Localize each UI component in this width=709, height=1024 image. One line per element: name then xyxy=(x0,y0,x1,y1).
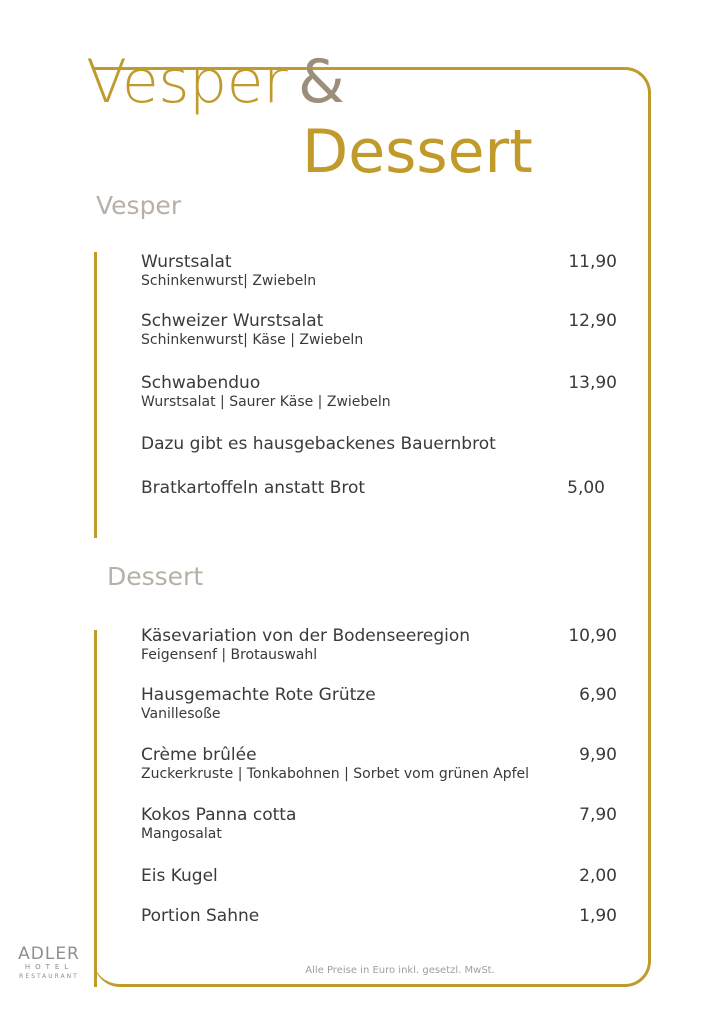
menu-item xyxy=(141,866,617,886)
item-name: Schweizer Wurstsalat xyxy=(141,311,324,331)
price-footnote: Alle Preise in Euro inkl. gesetzl. MwSt. xyxy=(305,965,495,976)
item-price: 9,90 xyxy=(579,745,617,765)
section-title-dessert: Dessert xyxy=(107,562,204,591)
item-price: 7,90 xyxy=(579,805,617,825)
item-desc: Feigensenf | Brotauswahl xyxy=(141,647,318,663)
title-vesper: Vesper xyxy=(86,47,288,117)
item-price: 13,90 xyxy=(568,373,617,393)
menu-item xyxy=(141,373,617,411)
menu-item xyxy=(141,906,617,926)
dessert-section-bar xyxy=(94,630,97,987)
item-desc: Vanillesoße xyxy=(141,706,221,722)
item-name: Schwabenduo xyxy=(141,373,261,393)
item-desc: Schinkenwurst| Käse | Zwiebeln xyxy=(141,332,364,348)
logo-sub-text: HOTEL xyxy=(24,963,74,971)
item-name: Crème brûlée xyxy=(141,745,257,765)
item-name: Eis Kugel xyxy=(141,866,218,886)
item-price: 5,00 xyxy=(567,478,605,498)
item-name: Kokos Panna cotta xyxy=(141,805,297,825)
menu-item xyxy=(141,252,617,290)
title-dessert: Dessert xyxy=(302,117,533,187)
item-price: 1,90 xyxy=(579,906,617,926)
menu-item xyxy=(141,685,617,723)
item-price: 2,00 xyxy=(579,866,617,886)
menu-item xyxy=(141,626,617,664)
item-price: 6,90 xyxy=(579,685,617,705)
item-name: Käsevariation von der Bodenseeregion xyxy=(141,626,471,646)
hotel-logo xyxy=(14,945,84,981)
item-price: 12,90 xyxy=(568,311,617,331)
item-name: Wurstsalat xyxy=(141,252,232,272)
item-name: Hausgemachte Rote Grütze xyxy=(141,685,376,705)
item-desc: Zuckerkruste | Tonkabohnen | Sorbet vom grünen Apfel xyxy=(141,766,530,782)
item-name: Dazu gibt es hausgebackenes Bauernbrot xyxy=(141,434,496,454)
item-name: Bratkartoffeln anstatt Brot xyxy=(141,478,366,498)
logo-sub-text-2: RESTAURANT xyxy=(19,973,79,980)
item-desc: Mangosalat xyxy=(141,826,222,842)
menu-item xyxy=(141,311,617,349)
item-desc: Schinkenwurst| Zwiebeln xyxy=(141,273,317,289)
menu-item xyxy=(141,745,617,783)
title-ampersand: & xyxy=(298,47,345,117)
item-name: Portion Sahne xyxy=(141,906,260,926)
item-desc: Wurstsalat | Saurer Käse | Zwiebeln xyxy=(141,394,391,410)
logo-main-text: ADLER xyxy=(18,944,80,964)
item-price: 10,90 xyxy=(568,626,617,646)
menu-item xyxy=(141,434,617,454)
menu-item xyxy=(141,805,617,843)
item-price: 11,90 xyxy=(568,252,617,272)
section-title-vesper: Vesper xyxy=(96,191,182,220)
vesper-section-bar xyxy=(94,252,97,538)
menu-item xyxy=(141,478,617,498)
